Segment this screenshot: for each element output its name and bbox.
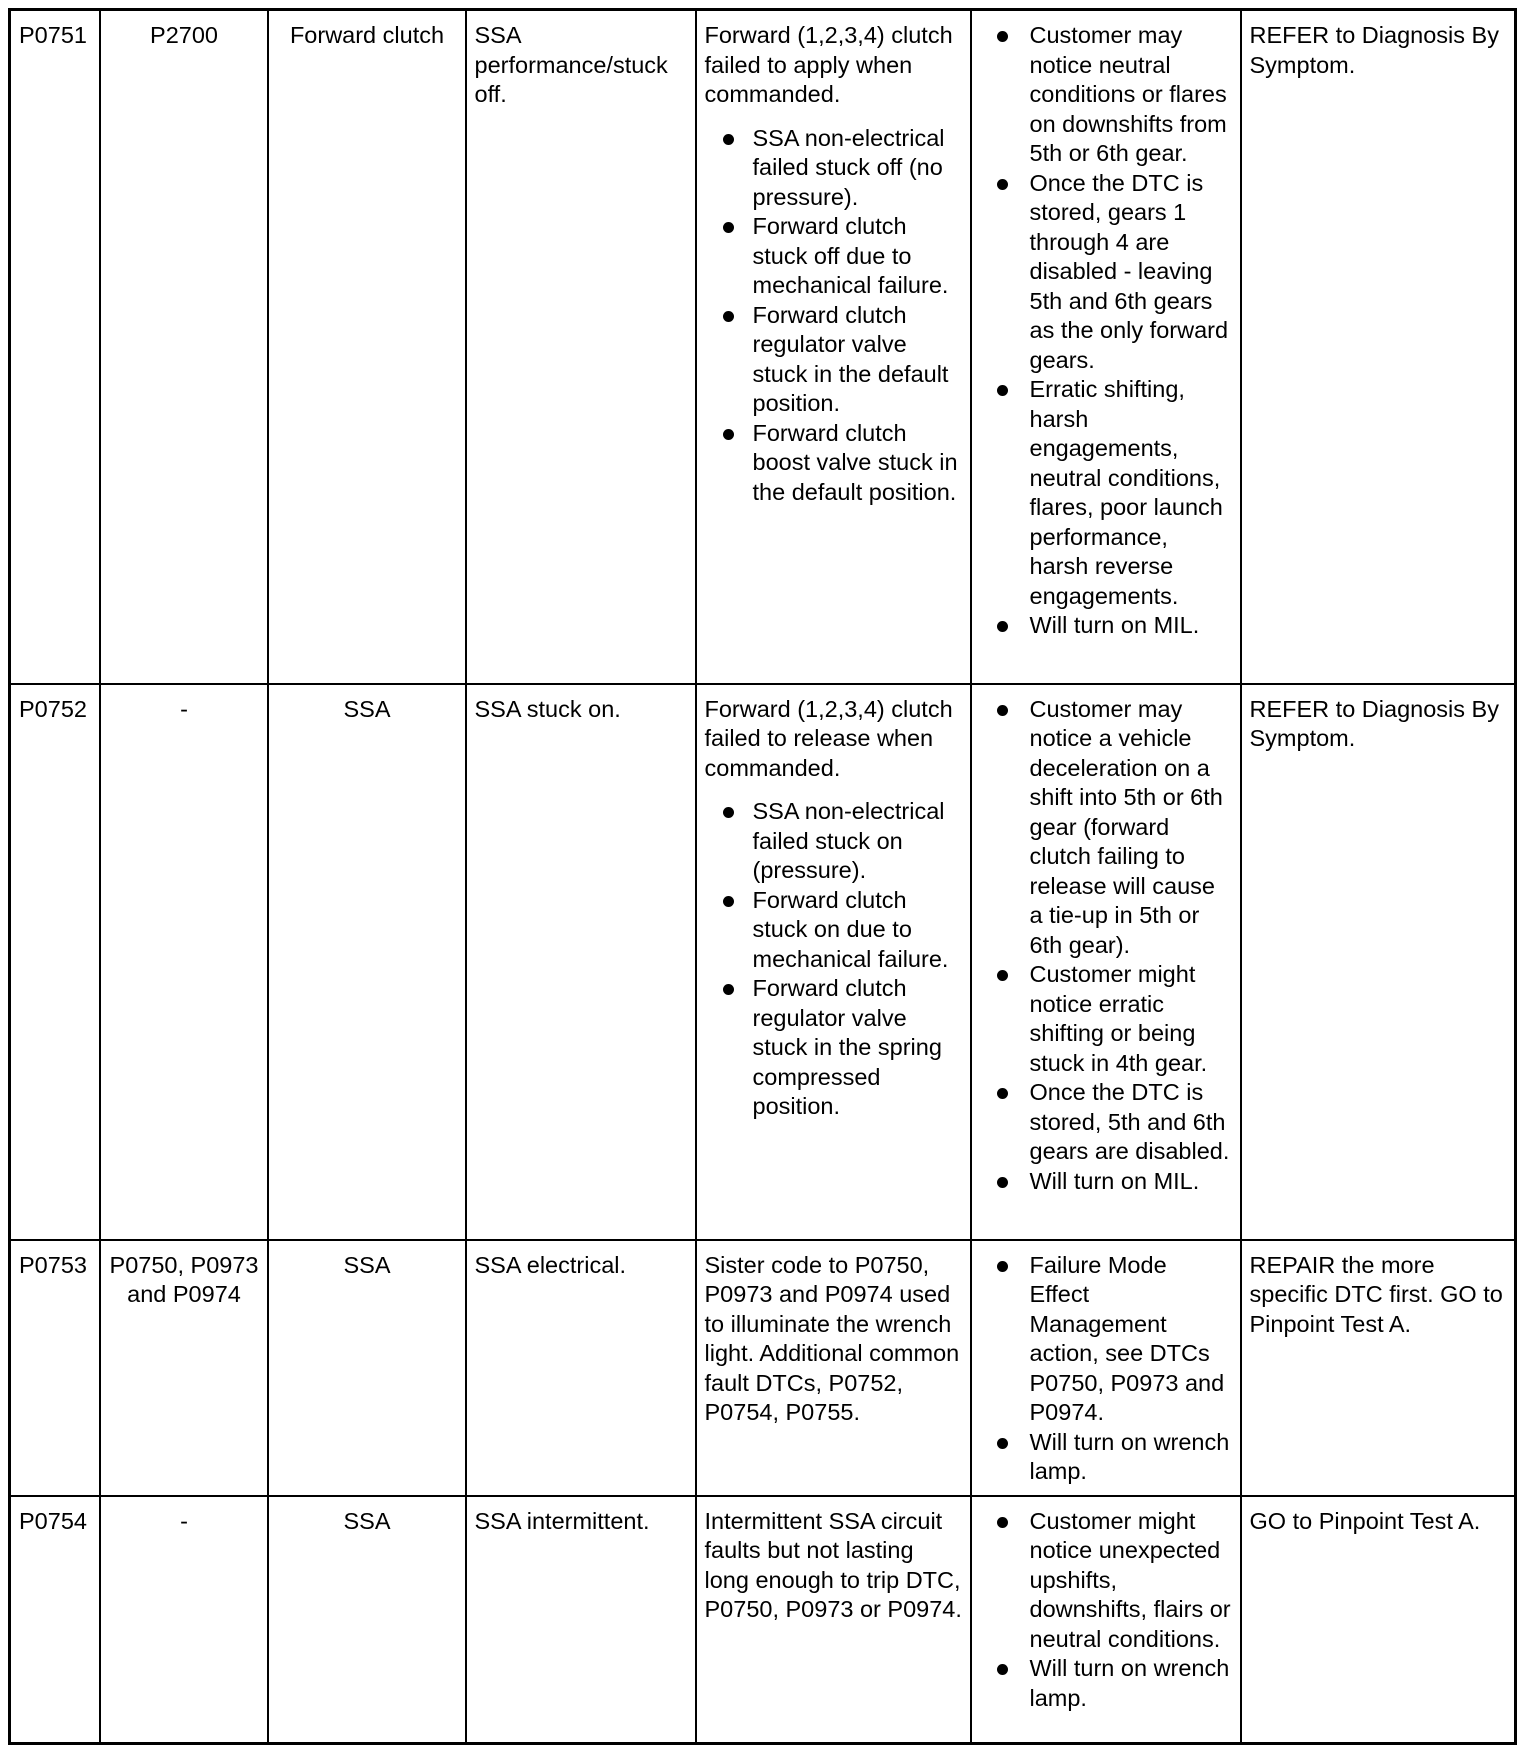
list-item: Once the DTC is stored, 5th and 6th gears are disabled. bbox=[980, 1078, 1233, 1167]
list-item: Once the DTC is stored, gears 1 through 4 are disabled - leaving 5th and 6th gears as the only forward gears. bbox=[980, 169, 1233, 376]
action-cell: REPAIR the more specific DTC first. GO to Pinpoint Test A. bbox=[1241, 1240, 1516, 1496]
description-cell: SSA intermittent. bbox=[466, 1496, 696, 1744]
list-item: Customer may notice a vehicle deceleration on a shift into 5th or 6th gear (forward clutch failing to release will cause a tie-up in 5th or 6th gear). bbox=[980, 695, 1233, 961]
symptom-cell bbox=[971, 1240, 1241, 1496]
description-cell: SSA electrical. bbox=[466, 1240, 696, 1496]
description-cell: SSA performance/stuck off. bbox=[466, 10, 696, 684]
list-item: Forward clutch regulator valve stuck in the spring compressed position. bbox=[705, 974, 963, 1122]
symptom-list bbox=[980, 695, 1233, 1197]
list-item: Customer may notice neutral conditions or flares on downshifts from 5th or 6th gear. bbox=[980, 21, 1233, 169]
list-item: Will turn on MIL. bbox=[980, 611, 1233, 641]
symptom-cell bbox=[971, 684, 1241, 1240]
list-item: Forward clutch stuck on due to mechanical failure. bbox=[705, 886, 963, 975]
list-item: Forward clutch boost valve stuck in the default position. bbox=[705, 419, 963, 508]
dtc-table bbox=[8, 8, 1517, 1745]
symptom-list bbox=[980, 1251, 1233, 1487]
list-item: Failure Mode Effect Management action, see DTCs P0750, P0973 and P0974. bbox=[980, 1251, 1233, 1428]
description-cell: SSA stuck on. bbox=[466, 684, 696, 1240]
list-item: Will turn on wrench lamp. bbox=[980, 1428, 1233, 1487]
dtc-code-cell: P0754 bbox=[10, 1496, 100, 1744]
table-row bbox=[10, 1240, 1516, 1496]
related-dtc-cell: P0750, P0973 and P0974 bbox=[100, 1240, 268, 1496]
table-row bbox=[10, 10, 1516, 684]
list-item: Erratic shifting, harsh engagements, neutral conditions, flares, poor launch performance, harsh reverse engagements. bbox=[980, 375, 1233, 611]
table-row bbox=[10, 684, 1516, 1240]
list-item: Forward clutch regulator valve stuck in the default position. bbox=[705, 301, 963, 419]
dtc-code-cell: P0752 bbox=[10, 684, 100, 1240]
condition-cell bbox=[696, 1496, 971, 1744]
list-item: SSA non-electrical failed stuck off (no pressure). bbox=[705, 124, 963, 213]
symptom-cell bbox=[971, 1496, 1241, 1744]
list-item: Will turn on wrench lamp. bbox=[980, 1654, 1233, 1713]
related-dtc-cell: - bbox=[100, 1496, 268, 1744]
dtc-code-cell: P0751 bbox=[10, 10, 100, 684]
related-dtc-cell: - bbox=[100, 684, 268, 1240]
action-cell: REFER to Diagnosis By Symptom. bbox=[1241, 684, 1516, 1240]
list-item: SSA non-electrical failed stuck on (pressure). bbox=[705, 797, 963, 886]
related-dtc-cell: P2700 bbox=[100, 10, 268, 684]
symptom-cell bbox=[971, 10, 1241, 684]
symptom-list bbox=[980, 1507, 1233, 1714]
condition-cell bbox=[696, 1240, 971, 1496]
list-item: Will turn on MIL. bbox=[980, 1167, 1233, 1197]
condition-cell bbox=[696, 684, 971, 1240]
table-row bbox=[10, 1496, 1516, 1744]
condition-intro: Intermittent SSA circuit faults but not lasting long enough to trip DTC, P0750, P0973 or P0974. bbox=[704, 1507, 962, 1622]
dtc-code-cell: P0753 bbox=[10, 1240, 100, 1496]
component-cell: SSA bbox=[268, 1240, 466, 1496]
condition-list bbox=[705, 797, 963, 1122]
condition-list bbox=[705, 124, 963, 508]
component-cell: SSA bbox=[268, 1496, 466, 1744]
list-item: Customer might notice unexpected upshifts, downshifts, flairs or neutral conditions. bbox=[980, 1507, 1233, 1655]
condition-cell bbox=[696, 10, 971, 684]
list-item: Customer might notice erratic shifting or being stuck in 4th gear. bbox=[980, 960, 1233, 1078]
action-cell: GO to Pinpoint Test A. bbox=[1241, 1496, 1516, 1744]
list-item: Forward clutch stuck off due to mechanical failure. bbox=[705, 212, 963, 301]
component-cell: Forward clutch bbox=[268, 10, 466, 684]
condition-intro: Forward (1,2,3,4) clutch failed to release when commanded. bbox=[704, 695, 953, 781]
component-cell: SSA bbox=[268, 684, 466, 1240]
action-cell: REFER to Diagnosis By Symptom. bbox=[1241, 10, 1516, 684]
symptom-list bbox=[980, 21, 1233, 641]
condition-intro: Forward (1,2,3,4) clutch failed to apply when commanded. bbox=[704, 22, 953, 107]
condition-intro: Sister code to P0750, P0973 and P0974 used to illuminate the wrench light. Additional common fault DTCs, P0752, P0754, P0755. bbox=[704, 1251, 960, 1425]
